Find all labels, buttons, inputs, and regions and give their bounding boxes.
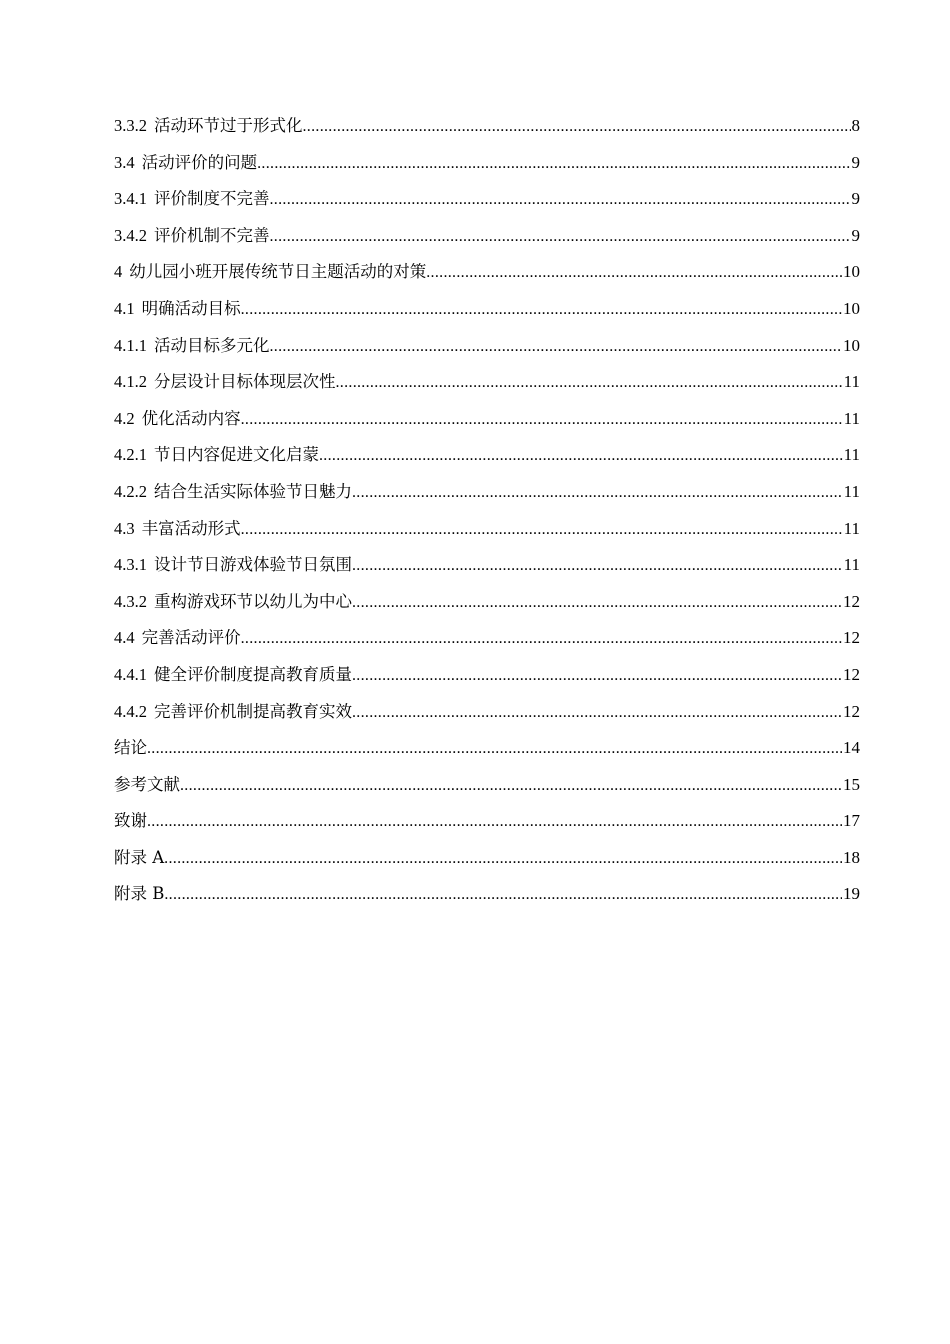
toc-page-number: 9 — [851, 189, 860, 209]
toc-entry-label: 幼儿园小班开展传统节日主题活动的对策 — [129, 262, 427, 282]
toc-dot-leader — [241, 406, 843, 434]
toc-dot-leader — [241, 625, 842, 653]
table-of-contents — [114, 112, 860, 917]
toc-entry-title — [114, 405, 241, 433]
toc-entry-number: 4.2.2 — [114, 481, 147, 501]
toc-page-number: 11 — [843, 372, 860, 392]
toc-entry-number: 4.2.1 — [114, 445, 147, 465]
toc-page-number: 17 — [843, 811, 860, 831]
toc-dot-leader — [336, 369, 843, 397]
toc-entry[interactable] — [114, 478, 860, 515]
toc-entry-title — [114, 258, 426, 286]
toc-page-number: 18 — [843, 847, 860, 867]
toc-entry-number: 4.4.1 — [114, 664, 147, 684]
toc-page-number: 11 — [843, 445, 860, 465]
toc-page-number: 12 — [843, 701, 860, 721]
toc-entry-label: 节日内容促进文化启蒙 — [154, 445, 319, 465]
toc-page-number: 19 — [843, 884, 860, 904]
toc-entry-title — [114, 515, 241, 543]
toc-dot-leader — [257, 150, 850, 178]
toc-entry[interactable] — [114, 441, 860, 478]
toc-entry-label: 优化活动内容 — [141, 408, 241, 428]
toc-dot-leader — [270, 223, 851, 251]
toc-page-number: 12 — [843, 628, 860, 648]
toc-entry[interactable] — [114, 222, 860, 259]
toc-dot-leader — [241, 296, 842, 324]
toc-entry-title — [114, 295, 241, 323]
toc-dot-leader — [303, 113, 851, 141]
toc-entry-number: 3.4 — [114, 152, 135, 172]
toc-entry[interactable] — [114, 771, 860, 808]
toc-entry-label: 完善活动评价 — [141, 628, 241, 648]
toc-dot-leader — [352, 589, 842, 617]
toc-page-number: 12 — [843, 591, 860, 611]
toc-entry-title — [114, 624, 241, 652]
toc-entry-number: 4 — [114, 262, 123, 282]
toc-entry-label: 设计节日游戏体验节日氛围 — [154, 555, 352, 575]
toc-entry-label: 附录 A — [114, 847, 165, 867]
toc-entry-title — [114, 661, 352, 689]
toc-entry-label: 完善评价机制提高教育实效 — [154, 701, 352, 721]
toc-entry-number: 4.3 — [114, 518, 135, 538]
toc-entry[interactable] — [114, 880, 860, 917]
toc-dot-leader — [270, 333, 843, 361]
toc-entry-label: 健全评价制度提高教育质量 — [154, 664, 352, 684]
toc-entry-title — [114, 734, 147, 762]
toc-entry-number: 4.1.2 — [114, 372, 147, 392]
toc-entry[interactable] — [114, 844, 860, 881]
toc-entry-label: 结论 — [114, 738, 147, 758]
toc-entry-number: 4.1 — [114, 298, 135, 318]
toc-entry-label: 致谢 — [114, 811, 147, 831]
toc-entry-title — [114, 222, 270, 250]
toc-entry-number: 3.3.2 — [114, 116, 147, 135]
toc-entry-label: 结合生活实际体验节日魅力 — [154, 481, 352, 501]
toc-page-number: 11 — [843, 408, 860, 428]
toc-page-number: 14 — [843, 738, 860, 758]
toc-entry[interactable] — [114, 515, 860, 552]
toc-dot-leader — [164, 845, 842, 873]
toc-entry-label: 明确活动目标 — [141, 298, 241, 318]
toc-entry-title — [114, 368, 336, 396]
toc-entry[interactable] — [114, 295, 860, 332]
toc-dot-leader — [147, 808, 842, 836]
toc-entry-number: 4.4.2 — [114, 701, 147, 721]
toc-page-number: 9 — [851, 225, 860, 245]
toc-page-number: 11 — [843, 518, 860, 538]
toc-entry[interactable] — [114, 368, 860, 405]
toc-entry-label: 丰富活动形式 — [141, 518, 241, 538]
toc-entry[interactable] — [114, 332, 860, 369]
toc-entry-title — [114, 149, 257, 177]
toc-entry[interactable] — [114, 551, 860, 588]
toc-entry[interactable] — [114, 588, 860, 625]
toc-dot-leader — [352, 552, 843, 580]
toc-entry-title — [114, 880, 164, 908]
toc-entry-number: 4.3.1 — [114, 555, 147, 575]
toc-page-number: 9 — [851, 152, 860, 172]
toc-entry-title — [114, 844, 164, 872]
toc-entry-label: 参考文献 — [114, 774, 180, 794]
toc-dot-leader — [352, 662, 842, 690]
toc-entry-title — [114, 441, 319, 469]
toc-page-number: 10 — [843, 298, 860, 318]
toc-dot-leader — [241, 516, 843, 544]
toc-entry-title — [114, 185, 270, 213]
toc-entry-label: 活动评价的问题 — [141, 152, 258, 172]
toc-dot-leader — [270, 186, 851, 214]
toc-page-number: 12 — [843, 664, 860, 684]
toc-entry-number: 4.4 — [114, 628, 135, 648]
toc-entry[interactable] — [114, 734, 860, 771]
toc-dot-leader — [426, 259, 842, 287]
toc-dot-leader — [164, 881, 842, 909]
toc-entry-label: 活动环节过于形式化 — [154, 116, 303, 135]
toc-entry[interactable] — [114, 624, 860, 661]
toc-entry-label: 分层设计目标体现层次性 — [154, 372, 336, 392]
toc-entry-number: 3.4.2 — [114, 225, 147, 245]
toc-entry-title — [114, 332, 270, 360]
toc-entry[interactable] — [114, 185, 860, 222]
toc-page-number: 10 — [843, 262, 860, 282]
toc-entry-label: 活动目标多元化 — [154, 335, 270, 355]
toc-dot-leader — [147, 735, 842, 763]
toc-entry-label: 评价机制不完善 — [154, 225, 270, 245]
toc-entry-number: 3.4.1 — [114, 189, 147, 209]
toc-page-number: 11 — [843, 481, 860, 501]
toc-dot-leader — [180, 772, 842, 800]
toc-entry-number: 4.3.2 — [114, 591, 147, 611]
toc-entry-label: 重构游戏环节以幼儿为中心 — [154, 591, 352, 611]
toc-page-number: 10 — [843, 335, 860, 355]
toc-entry[interactable] — [114, 661, 860, 698]
toc-entry-title — [114, 112, 303, 140]
toc-page-number: 11 — [843, 555, 860, 575]
toc-page-number: 15 — [843, 774, 860, 794]
toc-entry[interactable] — [114, 807, 860, 844]
toc-entry-title — [114, 478, 352, 506]
toc-entry-title — [114, 698, 352, 726]
toc-entry[interactable] — [114, 258, 860, 295]
toc-entry[interactable] — [114, 405, 860, 442]
toc-entry-title — [114, 551, 352, 579]
toc-entry-title — [114, 588, 352, 616]
toc-dot-leader — [352, 479, 843, 507]
toc-entry[interactable] — [114, 149, 860, 186]
toc-page-number: 8 — [851, 116, 860, 135]
toc-dot-leader — [319, 442, 843, 470]
toc-entry-number: 4.2 — [114, 408, 135, 428]
toc-entry-label: 附录 B — [114, 884, 165, 904]
toc-dot-leader — [352, 699, 842, 727]
toc-entry-title — [114, 807, 147, 835]
toc-entry-label: 评价制度不完善 — [154, 189, 270, 209]
toc-entry[interactable] — [114, 112, 860, 149]
toc-entry[interactable] — [114, 698, 860, 735]
toc-entry-number: 4.1.1 — [114, 335, 147, 355]
toc-entry-title — [114, 771, 180, 799]
